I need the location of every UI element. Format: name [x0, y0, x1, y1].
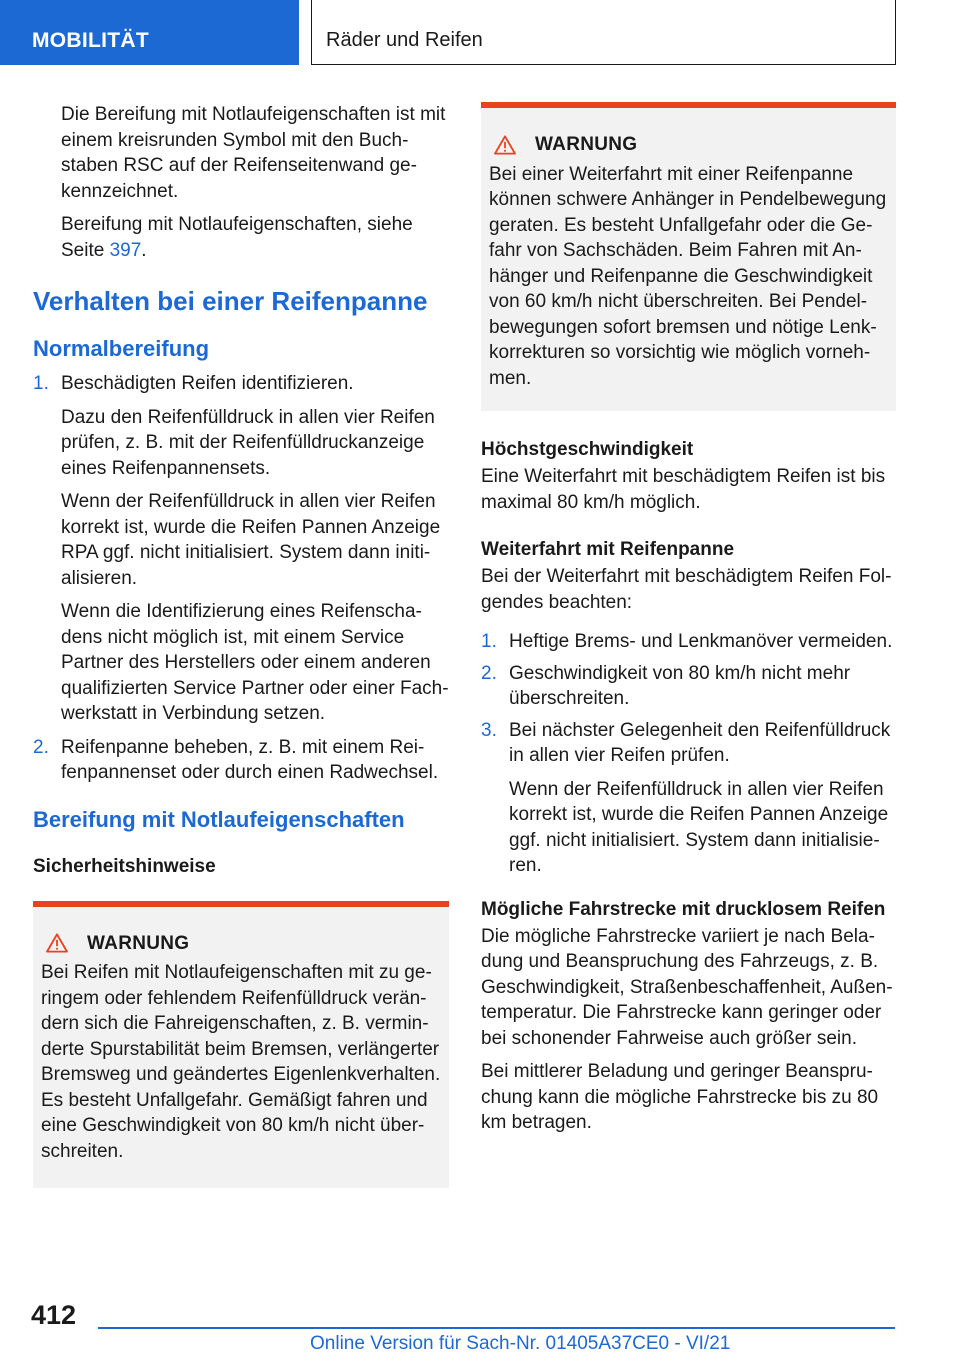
warning-label: WARNUNG — [535, 134, 638, 155]
page-number: 412 — [31, 1300, 77, 1330]
subsection-title-runflat: Bereifung mit Notlaufeigenschaften — [33, 806, 405, 832]
step-sub-text: Wenn der Reifenfülldruck in allen vier Reifen korrekt ist, wurde die Reifen Pannen Anzeige ggf. nicht initialisiert. System dann initialisieren. — [509, 778, 889, 876]
page-link-397[interactable]: 397 — [109, 239, 142, 261]
step-number: 1. — [33, 373, 49, 394]
warning-text: Bei einer Weiterfahrt mit einer Reifenpanne können schwere Anhänger in Pendelbewegung geraten. Es besteht Unfallgefahr oder die Gefahr von Sachschäden. Beim Fahren mit Anhänger und Reifenpanne die Geschwindigkeit von 60 km/h nicht überschreiten. Bei Pendelbewegungen sofort bremsen und nötige Lenkkorrekturen so vorsichtig wie möglich vornehmen. — [489, 163, 887, 389]
warning-box-trailer — [481, 102, 896, 411]
footer-divider — [98, 1327, 895, 1329]
step-number: 3. — [481, 719, 497, 741]
step-sub-text: Wenn die Identifizierung eines Reifenschadens nicht möglich ist, mit einem Service Partner des Herstellers oder einem anderen qualifizierten Service Partner oder einer Fachwerkstatt in Verbindung setzen. — [61, 601, 449, 724]
list-item — [33, 371, 449, 727]
max-speed-title: Höchstgeschwindigkeit — [481, 439, 694, 460]
header-section-tab: MOBILITÄT — [0, 0, 299, 65]
step-main-text: Bei nächster Gelegenheit den Reifenfülldruck in allen vier Reifen prüfen. — [509, 719, 891, 766]
continue-driving-title: Weiterfahrt mit Reifenpanne — [481, 539, 735, 560]
step-main-text: Geschwindigkeit von 80 km/h nicht mehr überschreiten. — [509, 662, 851, 709]
continue-driving-text: Bei der Weiterfahrt mit beschädigtem Reifen Folgendes beachten: — [481, 566, 892, 613]
step-number: 2. — [33, 736, 49, 758]
section-title-tire-damage: Verhalten bei einer Reifenpanne — [33, 286, 428, 316]
list-item — [33, 735, 449, 786]
footer-online-version: Online Version für Sach-Nr. 01405A37CE0 - VI/21 — [310, 1333, 731, 1354]
continue-driving-steps — [481, 629, 896, 879]
list-item — [481, 661, 896, 712]
header-chapter-title: Räder und Reifen — [311, 0, 896, 65]
max-speed-text: Eine Weiterfahrt mit beschädigtem Reifen ist bis maximal 80 km/h möglich. — [481, 466, 886, 513]
step-main-text: Beschädigten Reifen identifizieren. — [61, 373, 354, 394]
range-paragraph-1: Die mögliche Fahrstrecke variiert je nach Beladung und Beanspruchung des Fahrzeugs, z. B. Geschwindigkeit, Straßenbeschaffenheit, Außentemperatur. Die Fahrstrecke kann geringer oder bei schonender Fahrweise auch größer sein. — [481, 925, 893, 1049]
subsection-title-normal-tires: Normalbereifung — [33, 336, 210, 361]
intro-reference-end: . — [141, 239, 147, 261]
safety-notes-title: Sicherheitshinweise — [33, 855, 216, 877]
warning-triangle-icon — [494, 135, 516, 155]
warning-triangle-icon — [46, 933, 68, 953]
list-item — [481, 629, 896, 655]
range-title: Mögliche Fahrstrecke mit drucklosem Reifen — [481, 898, 886, 920]
intro-reference — [33, 212, 449, 263]
warning-box-runflat — [33, 901, 449, 1189]
step-sub-text: Dazu den Reifenfülldruck in allen vier Reifen prüfen, z. B. mit der Reifenfülldruckanzeige eines Reifenpannensets. — [61, 406, 435, 479]
warning-header — [489, 132, 888, 158]
warning-header — [41, 931, 441, 957]
intro-reference-text: Bereifung mit Notlaufeigenschaften, siehe Seite — [61, 214, 413, 261]
left-column — [33, 102, 449, 1188]
step-number: 1. — [481, 631, 497, 652]
step-sub-text: Wenn der Reifenfülldruck in allen vier Reifen korrekt ist, wurde die Reifen Pannen Anzeige RPA ggf. nicht initialisiert. System dann initialisieren. — [61, 491, 441, 589]
step-main-text: Heftige Brems- und Lenkmanöver vermeiden. — [509, 631, 893, 652]
normal-tire-steps — [33, 371, 449, 786]
right-column — [481, 102, 896, 1144]
list-item — [481, 718, 896, 879]
step-main-text: Reifenpanne beheben, z. B. mit einem Reifenpannenset oder durch einen Radwechsel. — [61, 736, 439, 783]
step-number: 2. — [481, 662, 497, 684]
range-paragraph-2: Bei mittlerer Beladung und geringer Beanspruchung kann die mögliche Fahrstrecke bis zu 80 km betragen. — [481, 1061, 879, 1133]
warning-text: Bei Reifen mit Notlaufeigenschaften mit zu geringem oder fehlendem Reifenfülldruck verändern sich die Fahreigenschaften, z. B. verminderte Spurstabilität beim Bremsen, verlängerter Bremsweg und geändertes Eigenlenkverhalten. Es besteht Unfallgefahr. Gemäßigt fahren und eine Geschwindigkeit von 80 km/h nicht überschreiten. — [41, 962, 441, 1162]
intro-paragraph: Die Bereifung mit Notlaufeigenschaften ist mit einem kreisrunden Symbol mit den Buchstaben RSC auf der Reifenseitenwand gekennzeichnet. — [61, 104, 446, 202]
warning-label: WARNUNG — [87, 932, 190, 954]
